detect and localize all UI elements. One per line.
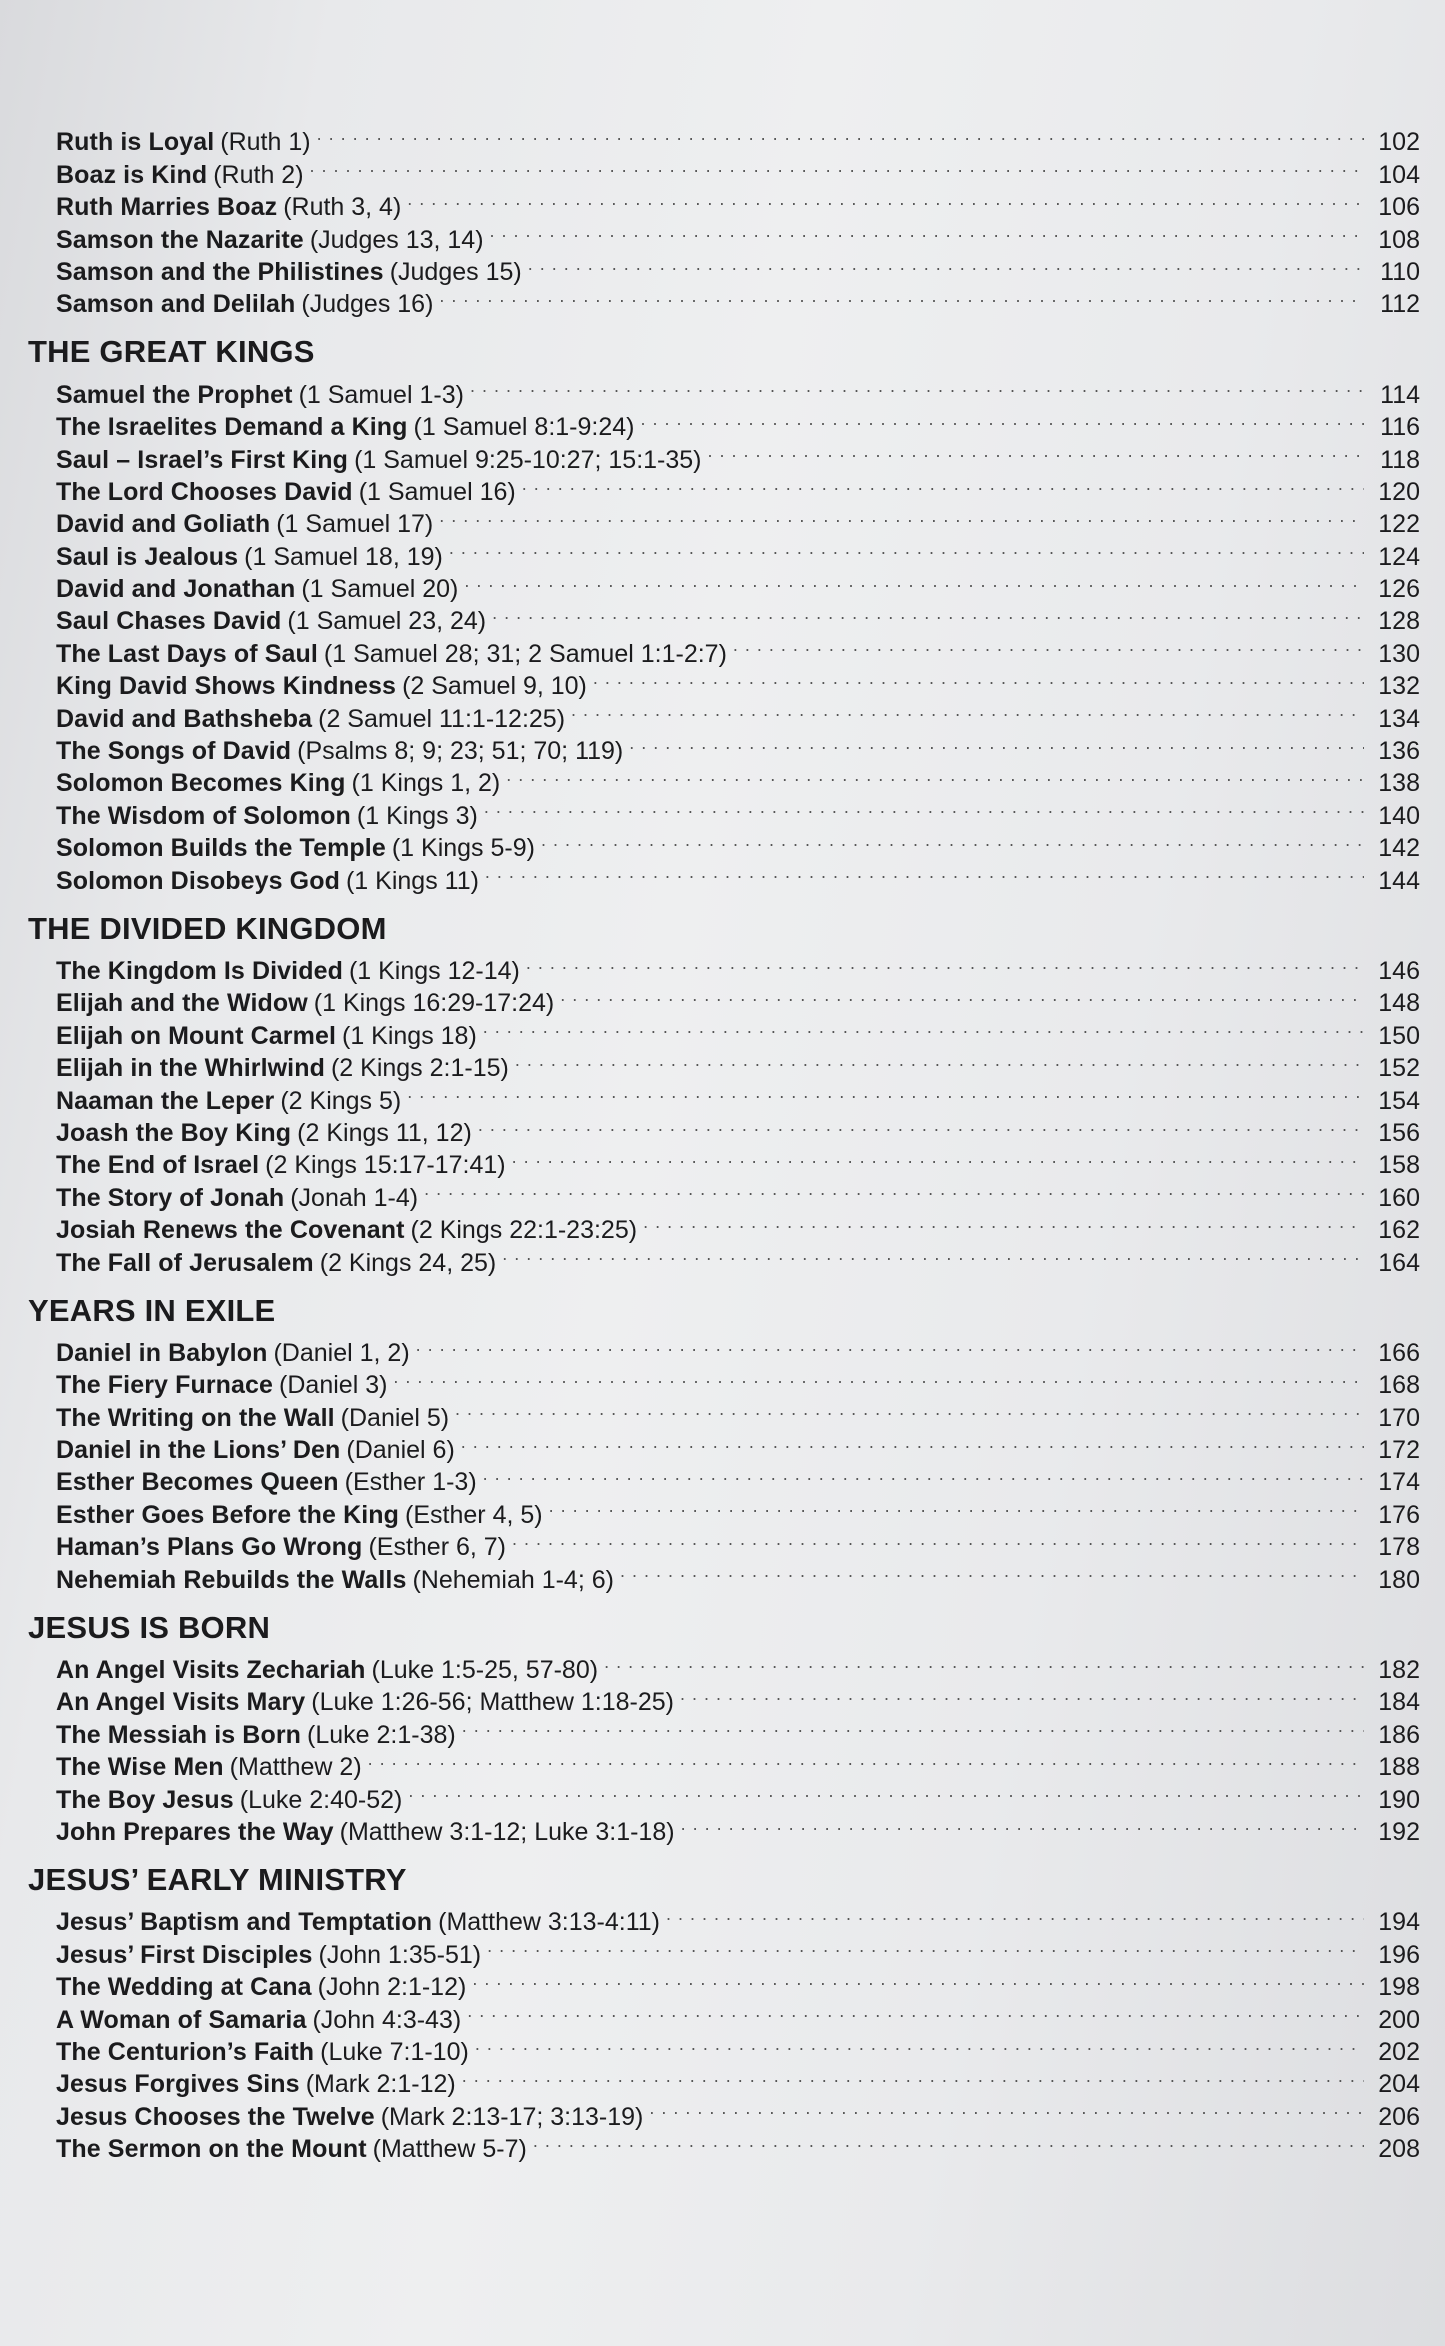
toc-entry bbox=[28, 1646, 1420, 1685]
dot-leader bbox=[467, 1995, 1364, 2027]
section-heading: THE DIVIDED KINGDOM bbox=[28, 910, 387, 946]
entry-page-number: 114 bbox=[1380, 380, 1420, 409]
entry-story-title: An Angel Visits Mary bbox=[56, 1688, 306, 1717]
entry-page-number: 172 bbox=[1378, 1436, 1420, 1465]
toc-entry bbox=[28, 1808, 1420, 1846]
dot-leader bbox=[571, 694, 1364, 726]
entry-scripture-reference: (1 Samuel 17) bbox=[276, 510, 434, 539]
dot-leader bbox=[490, 215, 1364, 247]
entry-story-title: The Songs of David bbox=[56, 737, 292, 766]
section-heading: JESUS IS BORN bbox=[28, 1609, 271, 1645]
entry-story-title: Samson the Nazarite bbox=[56, 225, 304, 254]
entry-story-title: Haman’s Plans Go Wrong bbox=[56, 1533, 363, 1562]
dot-leader bbox=[512, 1523, 1364, 1555]
toc-section bbox=[28, 118, 1420, 319]
entry-story-title: A Woman of Samaria bbox=[56, 2005, 307, 2034]
dot-leader bbox=[449, 532, 1364, 564]
entry-scripture-reference: (John 4:3-43) bbox=[312, 2005, 462, 2034]
entry-page-number: 148 bbox=[1378, 989, 1420, 1018]
entry-scripture-reference: (2 Kings 11, 12) bbox=[297, 1118, 472, 1147]
entry-story-title: Solomon Becomes King bbox=[56, 769, 346, 798]
dot-leader bbox=[522, 468, 1364, 500]
dot-leader bbox=[541, 824, 1364, 856]
entry-page-number: 130 bbox=[1378, 639, 1420, 668]
dot-leader bbox=[393, 1361, 1364, 1393]
dot-leader bbox=[680, 1678, 1364, 1710]
entry-scripture-reference: (Jonah 1-4) bbox=[290, 1183, 419, 1212]
entry-scripture-reference: (Ruth 2) bbox=[213, 160, 304, 189]
entry-page-number: 174 bbox=[1378, 1468, 1420, 1497]
entry-page-number: 104 bbox=[1378, 160, 1420, 189]
entry-scripture-reference: (Psalms 8; 9; 23; 51; 70; 119) bbox=[297, 737, 624, 766]
entry-scripture-reference: (Matthew 5-7) bbox=[372, 2135, 527, 2164]
entry-scripture-reference: (Matthew 2) bbox=[229, 1753, 362, 1782]
entry-story-title: Daniel in Babylon bbox=[56, 1338, 268, 1367]
entry-page-number: 146 bbox=[1378, 956, 1420, 985]
entry-page-number: 106 bbox=[1378, 193, 1420, 222]
entry-story-title: Saul Chases David bbox=[56, 607, 282, 636]
entry-story-title: The Lord Chooses David bbox=[56, 477, 353, 506]
toc-entry bbox=[28, 118, 1420, 157]
entry-scripture-reference: (2 Samuel 9, 10) bbox=[402, 672, 587, 701]
entry-story-title: Saul is Jealous bbox=[56, 542, 239, 571]
entry-scripture-reference: (1 Samuel 20) bbox=[301, 575, 459, 604]
entry-scripture-reference: (2 Kings 24, 25) bbox=[319, 1248, 497, 1277]
entry-page-number: 154 bbox=[1378, 1086, 1420, 1115]
entry-page-number: 122 bbox=[1378, 510, 1420, 539]
entry-page-number: 116 bbox=[1380, 413, 1420, 442]
entry-story-title: Saul – Israel’s First King bbox=[56, 445, 349, 474]
entry-page-number: 160 bbox=[1378, 1183, 1420, 1212]
entry-scripture-reference: (1 Samuel 1-3) bbox=[298, 380, 464, 409]
dot-leader bbox=[649, 2092, 1364, 2124]
entry-scripture-reference: (Luke 2:1-38) bbox=[307, 1720, 456, 1749]
entry-story-title: David and Bathsheba bbox=[56, 704, 313, 733]
entry-story-title: Solomon Builds the Temple bbox=[56, 834, 386, 863]
entry-story-title: An Angel Visits Zechariah bbox=[56, 1656, 366, 1685]
entry-scripture-reference: (Judges 16) bbox=[301, 290, 434, 319]
section-heading: JESUS’ EARLY MINISTRY bbox=[28, 1861, 407, 1897]
entry-page-number: 112 bbox=[1380, 290, 1420, 319]
section-heading: THE GREAT KINGS bbox=[28, 334, 315, 370]
entry-scripture-reference: (Daniel 5) bbox=[340, 1403, 450, 1432]
entry-page-number: 204 bbox=[1378, 2070, 1420, 2099]
entry-page-number: 202 bbox=[1378, 2037, 1420, 2066]
entry-story-title: Boaz is Kind bbox=[56, 160, 208, 189]
entry-page-number: 156 bbox=[1378, 1118, 1420, 1147]
entry-scripture-reference: (John 1:35-51) bbox=[318, 1940, 482, 1969]
dot-leader bbox=[317, 118, 1364, 150]
dot-leader bbox=[526, 947, 1364, 979]
entry-page-number: 124 bbox=[1378, 542, 1420, 571]
dot-leader bbox=[620, 1555, 1364, 1587]
dot-leader bbox=[485, 856, 1364, 888]
dot-leader bbox=[368, 1743, 1364, 1775]
section-entries bbox=[28, 1898, 1420, 2164]
entry-scripture-reference: (Ruth 3, 4) bbox=[283, 193, 402, 222]
entry-story-title: The Writing on the Wall bbox=[56, 1403, 335, 1432]
entry-scripture-reference: (1 Kings 3) bbox=[356, 801, 478, 830]
dot-leader bbox=[506, 759, 1364, 791]
dot-leader bbox=[484, 791, 1364, 823]
entry-page-number: 150 bbox=[1378, 1021, 1420, 1050]
entry-scripture-reference: (1 Kings 16:29-17:24) bbox=[313, 989, 555, 1018]
entry-page-number: 120 bbox=[1378, 477, 1420, 506]
table-of-contents bbox=[28, 118, 1420, 2164]
entry-story-title: The Sermon on the Mount bbox=[56, 2135, 367, 2164]
entry-story-title: The Fall of Jerusalem bbox=[56, 1248, 314, 1277]
entry-page-number: 196 bbox=[1378, 1940, 1420, 1969]
entry-page-number: 108 bbox=[1378, 225, 1420, 254]
entry-scripture-reference: (Esther 1-3) bbox=[344, 1468, 477, 1497]
entry-story-title: David and Goliath bbox=[56, 510, 271, 539]
entry-story-title: Ruth Marries Boaz bbox=[56, 193, 278, 222]
entry-page-number: 166 bbox=[1378, 1338, 1420, 1367]
entry-scripture-reference: (1 Samuel 18, 19) bbox=[244, 542, 443, 571]
dot-leader bbox=[643, 1206, 1364, 1238]
entry-page-number: 162 bbox=[1378, 1216, 1420, 1245]
dot-leader bbox=[483, 1011, 1364, 1043]
dot-leader bbox=[472, 1963, 1364, 1995]
entry-page-number: 140 bbox=[1378, 801, 1420, 830]
entry-scripture-reference: (Daniel 3) bbox=[279, 1371, 388, 1400]
toc-entry bbox=[28, 1329, 1420, 1367]
dot-leader bbox=[424, 1173, 1364, 1205]
section-heading: YEARS IN EXILE bbox=[28, 1292, 276, 1328]
entry-scripture-reference: (Esther 4, 5) bbox=[405, 1500, 543, 1529]
entry-scripture-reference: (Matthew 3:1-12; Luke 3:1-18) bbox=[339, 1817, 675, 1846]
entry-story-title: John Prepares the Way bbox=[56, 1817, 334, 1846]
entry-scripture-reference: (1 Samuel 23, 24) bbox=[287, 607, 487, 636]
entry-page-number: 132 bbox=[1378, 672, 1420, 701]
dot-leader bbox=[464, 565, 1364, 597]
entry-page-number: 136 bbox=[1378, 737, 1420, 766]
toc-entry bbox=[28, 1898, 1420, 1937]
dot-leader bbox=[512, 1141, 1364, 1173]
entry-story-title: Jesus Forgives Sins bbox=[56, 2070, 300, 2099]
dot-leader bbox=[483, 1458, 1364, 1490]
entry-scripture-reference: (1 Kings 1, 2) bbox=[351, 769, 501, 798]
entry-scripture-reference: (Ruth 1) bbox=[220, 128, 311, 157]
entry-story-title: The Israelites Demand a King bbox=[56, 413, 408, 442]
entry-page-number: 192 bbox=[1378, 1817, 1420, 1846]
entry-page-number: 144 bbox=[1378, 866, 1420, 895]
entry-story-title: Josiah Renews the Covenant bbox=[56, 1216, 405, 1245]
dot-leader bbox=[502, 1238, 1364, 1270]
entry-scripture-reference: (Judges 15) bbox=[389, 257, 522, 286]
entry-page-number: 176 bbox=[1378, 1500, 1420, 1529]
entry-story-title: The Story of Jonah bbox=[56, 1183, 285, 1212]
toc-section bbox=[28, 312, 1420, 895]
dot-leader bbox=[604, 1646, 1364, 1678]
entry-story-title: The Messiah is Born bbox=[56, 1720, 302, 1749]
entry-scripture-reference: (Esther 6, 7) bbox=[368, 1533, 506, 1562]
entry-page-number: 164 bbox=[1378, 1248, 1420, 1277]
entry-page-number: 138 bbox=[1378, 769, 1420, 798]
dot-leader bbox=[470, 370, 1364, 402]
dot-leader bbox=[528, 248, 1364, 280]
dot-leader bbox=[407, 183, 1364, 215]
entry-story-title: David and Jonathan bbox=[56, 575, 296, 604]
entry-story-title: King David Shows Kindness bbox=[56, 672, 397, 701]
entry-story-title: Elijah and the Widow bbox=[56, 989, 308, 1018]
toc-entry bbox=[28, 947, 1420, 985]
entry-story-title: The Wedding at Cana bbox=[56, 1973, 312, 2002]
entry-story-title: Samson and Delilah bbox=[56, 290, 296, 319]
entry-story-title: Esther Becomes Queen bbox=[56, 1468, 339, 1497]
dot-leader bbox=[408, 1775, 1364, 1807]
entry-story-title: Nehemiah Rebuilds the Walls bbox=[56, 1565, 407, 1594]
entry-scripture-reference: (Daniel 6) bbox=[346, 1436, 455, 1465]
entry-story-title: Joash the Boy King bbox=[56, 1118, 292, 1147]
entry-scripture-reference: (1 Kings 11) bbox=[345, 866, 479, 895]
entry-page-number: 170 bbox=[1378, 1403, 1420, 1432]
entry-scripture-reference: (Luke 1:5-25, 57-80) bbox=[371, 1656, 599, 1685]
dot-leader bbox=[455, 1393, 1364, 1425]
entry-story-title: Daniel in the Lions’ Den bbox=[56, 1436, 341, 1465]
entry-scripture-reference: (2 Kings 5) bbox=[280, 1086, 402, 1115]
dot-leader bbox=[462, 2060, 1364, 2092]
entry-page-number: 128 bbox=[1378, 607, 1420, 636]
entry-story-title: Ruth is Loyal bbox=[56, 128, 215, 157]
entry-page-number: 194 bbox=[1378, 1908, 1420, 1937]
dot-leader bbox=[733, 629, 1364, 661]
section-entries bbox=[28, 370, 1420, 895]
dot-leader bbox=[492, 597, 1364, 629]
dot-leader bbox=[560, 979, 1364, 1011]
entry-story-title: Elijah on Mount Carmel bbox=[56, 1021, 336, 1050]
entry-story-title: The Last Days of Saul bbox=[56, 639, 318, 668]
entry-scripture-reference: (1 Samuel 9:25-10:27; 15:1-35) bbox=[354, 445, 702, 474]
entry-page-number: 110 bbox=[1380, 257, 1420, 286]
toc-entry bbox=[28, 370, 1420, 409]
dot-leader bbox=[478, 1109, 1364, 1141]
entry-page-number: 158 bbox=[1378, 1151, 1420, 1180]
entry-scripture-reference: (Matthew 3:13-4:11) bbox=[438, 1908, 661, 1937]
entry-scripture-reference: (Luke 7:1-10) bbox=[320, 2037, 469, 2066]
entry-scripture-reference: (1 Kings 12-14) bbox=[348, 956, 520, 985]
entry-story-title: The Centurion’s Faith bbox=[56, 2037, 315, 2066]
dot-leader bbox=[461, 1426, 1364, 1458]
section-entries bbox=[28, 1646, 1420, 1846]
entry-page-number: 198 bbox=[1378, 1973, 1420, 2002]
entry-page-number: 142 bbox=[1378, 834, 1420, 863]
entry-page-number: 184 bbox=[1378, 1688, 1420, 1717]
entry-page-number: 126 bbox=[1378, 575, 1420, 604]
entry-story-title: Jesus Chooses the Twelve bbox=[56, 2102, 375, 2131]
toc-section bbox=[28, 1588, 1420, 1846]
entry-story-title: Samson and the Philistines bbox=[56, 257, 384, 286]
entry-scripture-reference: (1 Kings 18) bbox=[342, 1021, 477, 1050]
dot-leader bbox=[533, 2125, 1364, 2157]
dot-leader bbox=[629, 727, 1364, 759]
toc-section bbox=[28, 889, 1420, 1277]
dot-leader bbox=[439, 280, 1364, 312]
section-entries bbox=[28, 1329, 1420, 1594]
section-entries bbox=[28, 947, 1420, 1277]
entry-scripture-reference: (Nehemiah 1-4; 6) bbox=[412, 1565, 614, 1594]
entry-page-number: 190 bbox=[1378, 1785, 1420, 1814]
dot-leader bbox=[593, 662, 1364, 694]
entry-scripture-reference: (Judges 13, 14) bbox=[309, 225, 484, 254]
dot-leader bbox=[487, 1930, 1364, 1962]
entry-story-title: Jesus’ First Disciples bbox=[56, 1940, 313, 1969]
entry-story-title: The End of Israel bbox=[56, 1151, 260, 1180]
entry-story-title: Naaman the Leper bbox=[56, 1086, 275, 1115]
entry-scripture-reference: (2 Samuel 11:1-12:25) bbox=[318, 704, 566, 733]
entry-scripture-reference: (2 Kings 15:17-17:41) bbox=[265, 1151, 506, 1180]
entry-page-number: 168 bbox=[1378, 1371, 1420, 1400]
entry-page-number: 178 bbox=[1378, 1533, 1420, 1562]
entry-story-title: Esther Goes Before the King bbox=[56, 1500, 400, 1529]
entry-story-title: The Wisdom of Solomon bbox=[56, 801, 351, 830]
entry-page-number: 206 bbox=[1378, 2102, 1420, 2131]
dot-leader bbox=[666, 1898, 1364, 1930]
entry-story-title: The Kingdom Is Divided bbox=[56, 956, 343, 985]
dot-leader bbox=[462, 1710, 1364, 1742]
entry-story-title: Jesus’ Baptism and Temptation bbox=[56, 1908, 433, 1937]
entry-story-title: The Fiery Furnace bbox=[56, 1371, 274, 1400]
toc-section bbox=[28, 1271, 1420, 1594]
entry-page-number: 152 bbox=[1378, 1054, 1420, 1083]
entry-scripture-reference: (Mark 2:13-17; 3:13-19) bbox=[380, 2102, 644, 2131]
dot-leader bbox=[549, 1490, 1364, 1522]
dot-leader bbox=[407, 1076, 1364, 1108]
entry-page-number: 186 bbox=[1378, 1720, 1420, 1749]
entry-scripture-reference: (1 Samuel 8:1-9:24) bbox=[413, 413, 635, 442]
entry-story-title: Samuel the Prophet bbox=[56, 380, 293, 409]
entry-story-title: The Wise Men bbox=[56, 1753, 224, 1782]
entry-scripture-reference: (Luke 2:40-52) bbox=[239, 1785, 403, 1814]
dot-leader bbox=[640, 403, 1364, 435]
entry-page-number: 188 bbox=[1378, 1753, 1420, 1782]
entry-story-title: The Boy Jesus bbox=[56, 1785, 234, 1814]
section-entries bbox=[28, 118, 1420, 319]
entry-story-title: Solomon Disobeys God bbox=[56, 866, 340, 895]
entry-page-number: 118 bbox=[1380, 445, 1420, 474]
entry-scripture-reference: (1 Samuel 28; 31; 2 Samuel 1:1-2:7) bbox=[323, 639, 727, 668]
entry-page-number: 200 bbox=[1378, 2005, 1420, 2034]
entry-story-title: Elijah in the Whirlwind bbox=[56, 1054, 325, 1083]
entry-scripture-reference: (2 Kings 2:1-15) bbox=[330, 1054, 509, 1083]
entry-scripture-reference: (Luke 1:26-56; Matthew 1:18-25) bbox=[311, 1688, 675, 1717]
entry-scripture-reference: (1 Samuel 16) bbox=[358, 477, 516, 506]
entry-scripture-reference: (1 Kings 5-9) bbox=[391, 834, 535, 863]
dot-leader bbox=[416, 1329, 1364, 1361]
entry-page-number: 134 bbox=[1378, 704, 1420, 733]
entry-scripture-reference: (Daniel 1, 2) bbox=[273, 1338, 410, 1367]
entry-page-number: 208 bbox=[1378, 2135, 1420, 2164]
entry-page-number: 180 bbox=[1378, 1565, 1420, 1594]
toc-section bbox=[28, 1840, 1420, 2164]
dot-leader bbox=[439, 500, 1364, 532]
entry-scripture-reference: (John 2:1-12) bbox=[317, 1973, 467, 2002]
entry-scripture-reference: (Mark 2:1-12) bbox=[305, 2070, 456, 2099]
dot-leader bbox=[475, 2028, 1364, 2060]
dot-leader bbox=[681, 1808, 1364, 1840]
dot-leader bbox=[515, 1044, 1364, 1076]
dot-leader bbox=[708, 435, 1365, 467]
entry-page-number: 102 bbox=[1378, 128, 1420, 157]
dot-leader bbox=[310, 150, 1364, 182]
entry-scripture-reference: (2 Kings 22:1-23:25) bbox=[410, 1216, 638, 1245]
entry-page-number: 182 bbox=[1378, 1656, 1420, 1685]
